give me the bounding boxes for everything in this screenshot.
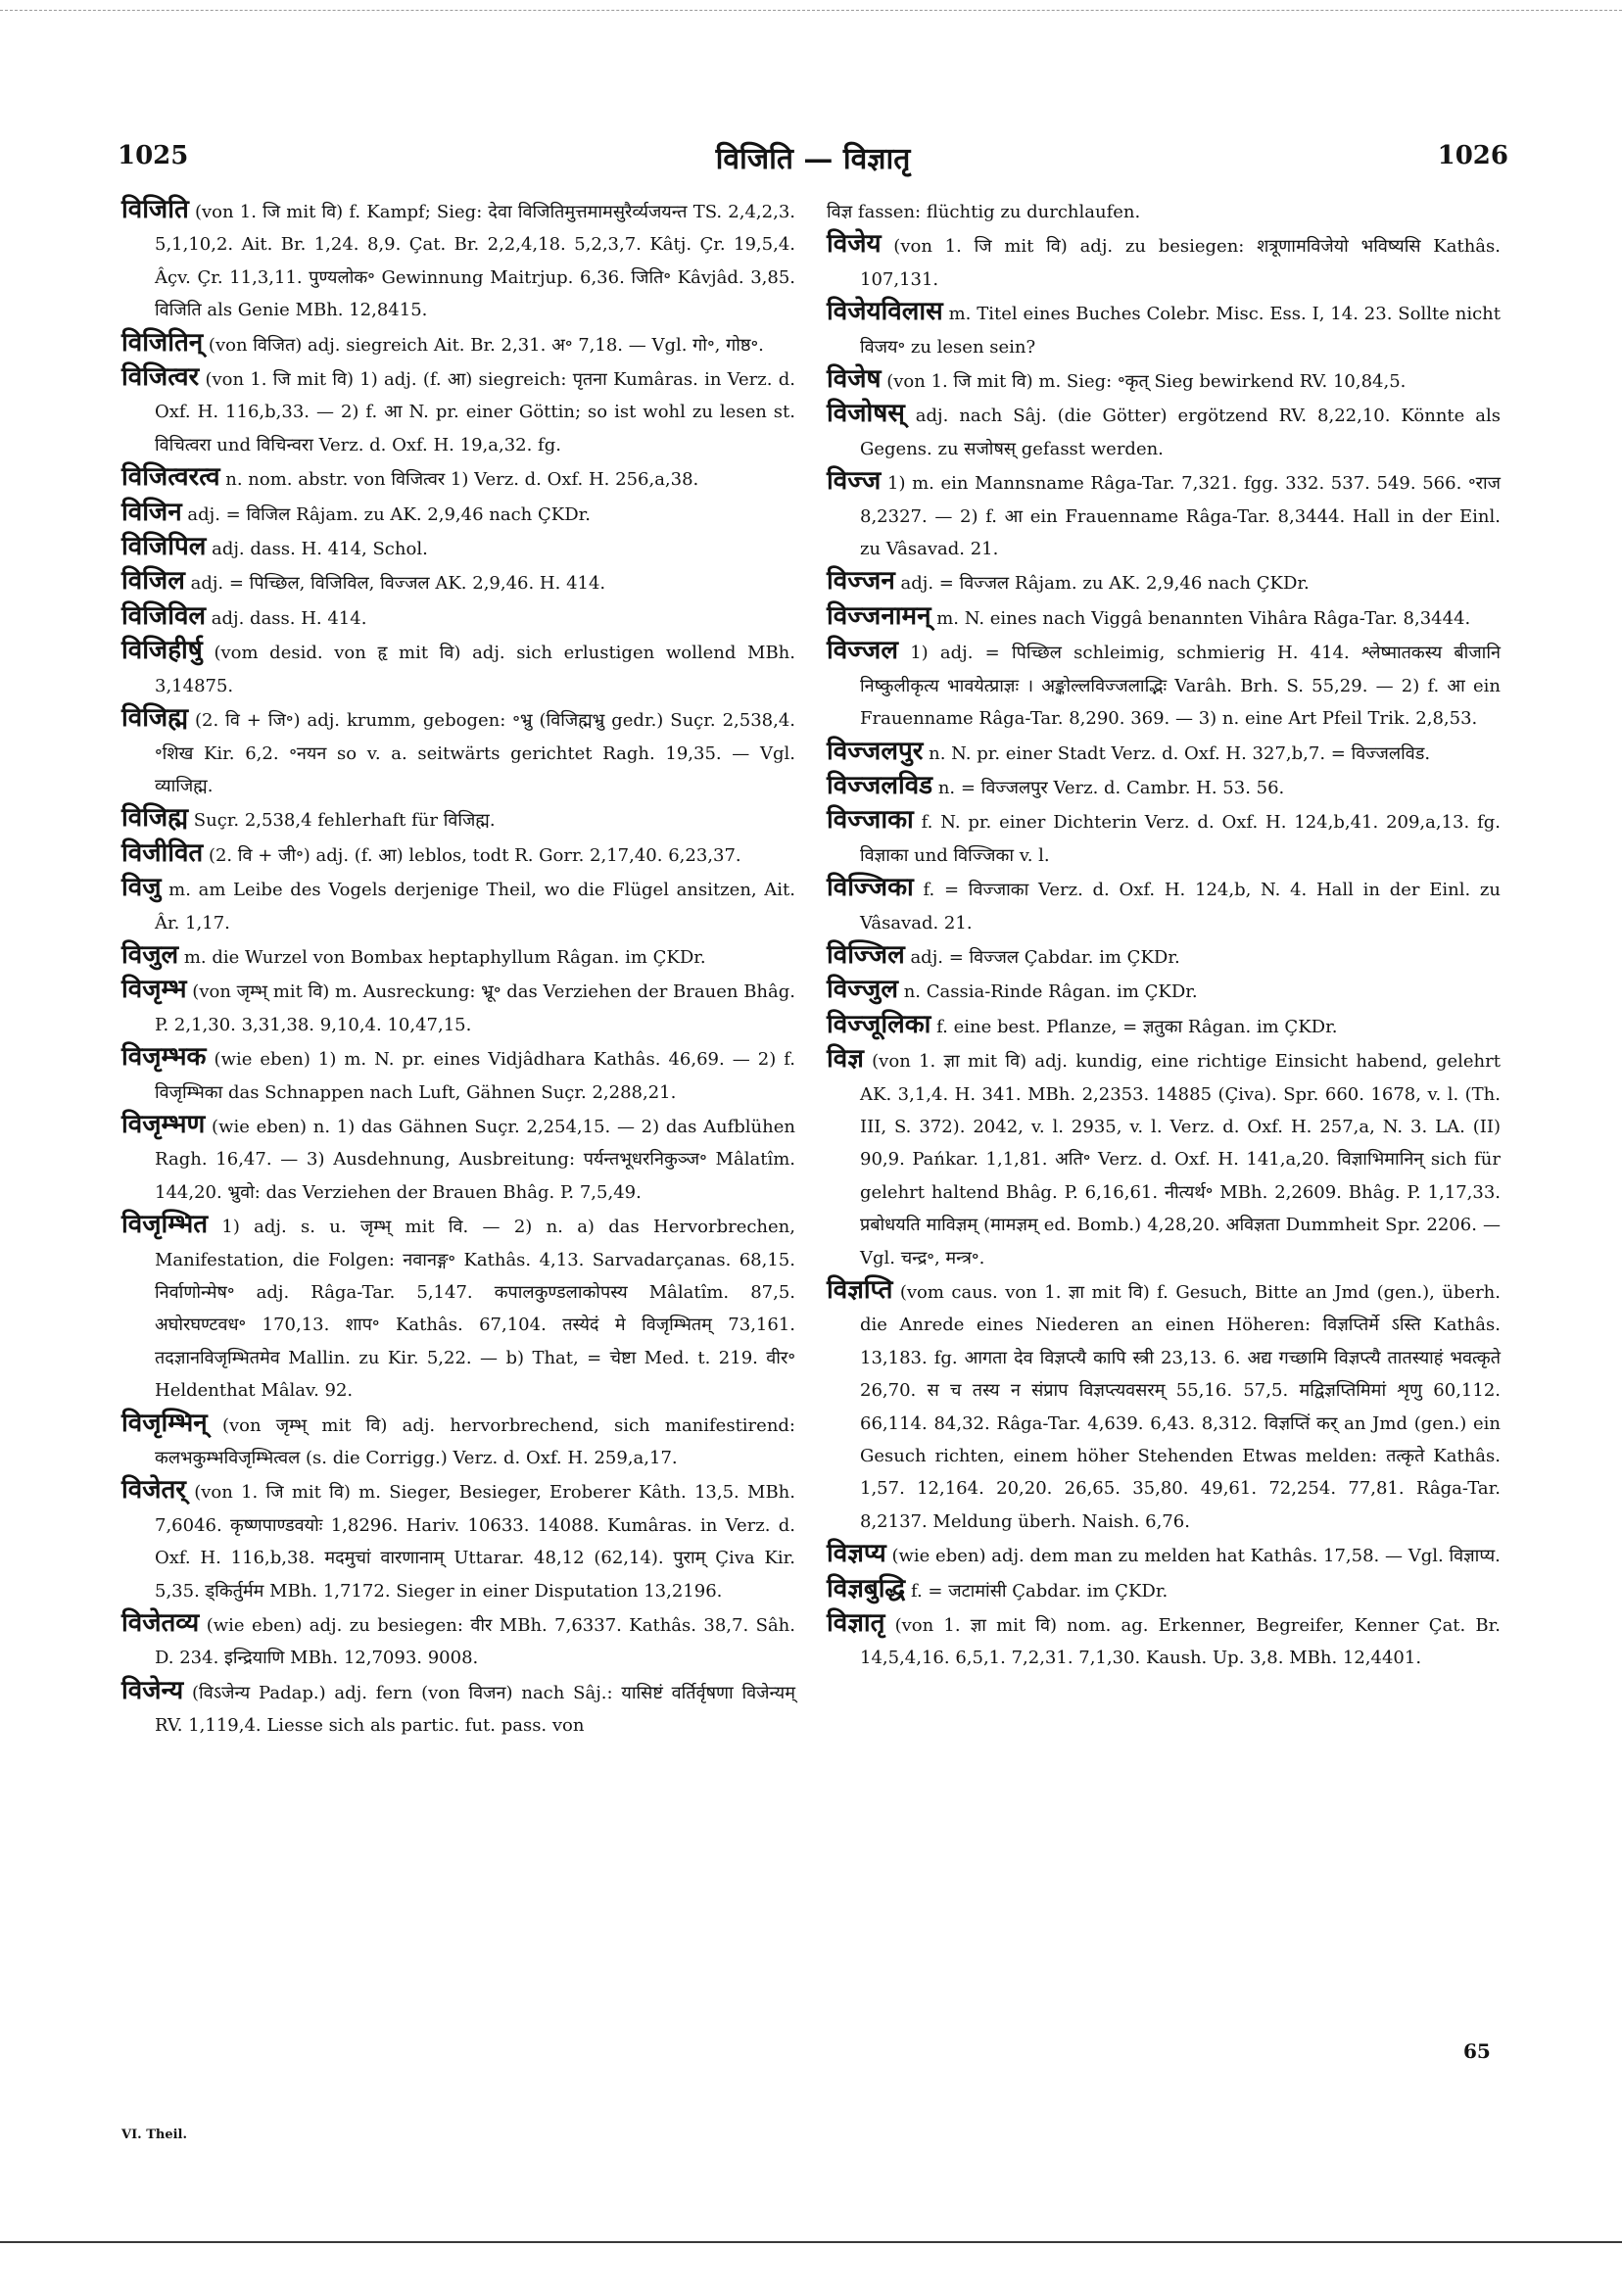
entry-headword: विज्जुल [827, 975, 898, 1005]
entry-headword: विजृम्भिन् [121, 1408, 208, 1438]
entry-headword: विज्जाका [827, 805, 914, 836]
entry-headword: विजिह्म [121, 803, 189, 834]
entry-headword: विजिति [121, 195, 189, 224]
entry-headword: विजिहीर्षु [121, 636, 203, 666]
entry-headword: विजित्वर [121, 362, 200, 393]
entry-headword: विज्ञप्ति [827, 1275, 893, 1305]
entry-headword: विज्ञातृ [827, 1608, 885, 1639]
entry-body: (vom desid. von हृ mit वि) adj. sich erlustigen wollend MBh. 3,14875. [155, 643, 795, 696]
entry-headword: विज्जलविड [827, 770, 933, 800]
entry-headword: विज्जलपुर [827, 736, 924, 766]
dictionary-entry [121, 802, 795, 837]
entry-body: f. = जटामांसी Çabdar. im ÇKDr. [905, 1580, 1169, 1602]
entry-headword: विजृम्भण [121, 1109, 206, 1139]
page-header [118, 137, 1508, 176]
dictionary-entry [827, 296, 1501, 363]
dictionary-entry [121, 635, 795, 702]
entry-headword: विज्ञबुद्धि [827, 1573, 906, 1603]
running-title: विजिति — विज्ञातृ [715, 142, 911, 176]
entry-headword: विजेष [827, 364, 882, 395]
page-number-left: 1025 [118, 141, 189, 170]
entry-body: n. = विज्जलपुर Verz. d. Cambr. H. 53. 56. [932, 777, 1285, 798]
entry-body: (von 1. ज्ञा mit वि) nom. ag. Erkenner, Begreifer, Kenner Çat. Br. 14,5,4,16. 6,5,1. 7,2,31. 7,1,30. Kaush. Up. 3,8. MBh. 12,4401. [860, 1615, 1501, 1669]
dictionary-entry [121, 1109, 795, 1209]
dictionary-entry [121, 702, 795, 802]
entry-headword: विजोषस् [827, 399, 905, 429]
entry-body: (wie eben) adj. dem man zu melden hat Kathâs. 17,58. — Vgl. विज्ञाप्य. [885, 1546, 1501, 1567]
dictionary-entry [121, 600, 795, 635]
entry-headword: विज्जिल [827, 939, 905, 970]
entry-headword: विजितिन् [121, 327, 204, 358]
entry-headword: विजिह्म [121, 703, 189, 734]
dictionary-entry-continuation [827, 194, 1501, 228]
entry-headword: विज्ञ [827, 1044, 864, 1075]
entry-headword: विजेय [827, 229, 882, 260]
dictionary-entry [121, 497, 795, 531]
entry-body: adj. = विज्जल Çabdar. im ÇKDr. [904, 946, 1180, 968]
entry-body: (2. वि + जी॰) adj. (f. आ) leblos, todt R. Gorr. 2,17,40. 6,23,37. [203, 844, 741, 866]
entry-body: (von 1. ज्ञा mit वि) adj. kundig, eine richtige Einsicht habend, gelehrt AK. 3,1,4. H. 341. MBh. 2,2353. 14885 (Çiva). Spr. 660. 1678, v. l. (Th. III, S. 372). 2042, v. l. 2935, v. l. Verz. d. Oxf. H. 257,a, N. 3. LA. (II) 90,9. Pańkar. 1,1,81. अति॰ Verz. d. Oxf. H. 141,a,20. विज्ञाभिमानिन् sich für gelehrt haltend Bhâg. P. 6,16,61. नीत्यर्थ॰ MBh. 2,2609. Bhâg. P. 1,17,33. प्रबोधयति माविज्ञम् (मामज्ञम् ed. Bomb.) 4,28,20. अविज्ञता Dummheit Spr. 2206. — Vgl. चन्द्र॰, मन्त्र॰. [860, 1051, 1501, 1268]
dictionary-entry [121, 1041, 795, 1109]
dictionary-entry [121, 974, 795, 1041]
entry-body: n. nom. abstr. von विजित्वर 1) Verz. d. Oxf. H. 256,a,38. [219, 469, 699, 491]
entry-body: f. N. pr. einer Dichterin Verz. d. Oxf. H. 124,b,41. 209,a,13. fg. विज्ञाका und विज्जिका v. l. [860, 812, 1501, 866]
entry-headword: विजीवित [121, 837, 204, 868]
entry-headword: विजृम्भक [121, 1042, 207, 1073]
entry-headword: विजेतर् [121, 1475, 186, 1506]
entry-headword: विजृम्भ [121, 975, 187, 1005]
dictionary-entry [121, 1675, 795, 1743]
entry-body: m. die Wurzel von Bombax heptaphyllum Râgan. im ÇKDr. [178, 946, 706, 968]
dictionary-entry [121, 1209, 795, 1407]
entry-body: 1) m. ein Mannsname Râga-Tar. 7,321. fgg. 332. 537. 549. 566. ॰राज 8,2327. — 2) f. आ ein Frauenname Râga-Tar. 8,3444. Hall in der Einl. zu Vâsavad. 21. [860, 473, 1501, 560]
entry-body: (von 1. जि mit वि) m. Sieger, Besieger, Eroberer Kâth. 13,5. MBh. 7,6046. कृष्णपाण्डवयोः 1,8296. Hariv. 10633. 14088. Kumâras. in Verz. d. Oxf. H. 116,b,38. मदमुचां वारणानाम् Uttarar. 48,12 (62,14). पुराम् Çiva Kir. 5,35. ड्किर्तुर्मम MBh. 1,7172. Sieger in einer Disputation 13,2196. [155, 1482, 795, 1602]
entry-body: n. Cassia-Rinde Râgan. im ÇKDr. [897, 981, 1198, 1003]
entry-body: Suçr. 2,538,4 fehlerhaft für विजिह्म. [188, 810, 496, 832]
dictionary-entry [121, 1607, 795, 1675]
entry-headword: विज्जूलिका [827, 1009, 931, 1039]
entry-body: f. = विज्जाका Verz. d. Oxf. H. 124,b, N. 4. Hall in der Einl. zu Vâsavad. 21. [860, 880, 1501, 933]
dictionary-entry [121, 327, 795, 361]
entry-headword: विजेयविलास [827, 297, 943, 327]
entry-body: (von 1. जि mit वि) m. Sieg: ॰कृत् Sieg bewirkend RV. 10,84,5. [881, 371, 1407, 393]
dictionary-entry [827, 770, 1501, 804]
page-number-right: 1026 [1437, 141, 1508, 170]
entry-body: m. N. eines nach Viggâ benannten Vihâra Râga-Tar. 8,3444. [930, 607, 1471, 629]
entry-headword: विजुल [121, 939, 179, 970]
entry-headword: विजिल [121, 566, 185, 597]
entry-headword: विजु [121, 873, 162, 903]
entry-headword: विजृम्भित [121, 1210, 209, 1240]
dictionary-entry [121, 1408, 795, 1475]
entry-body: विज्ञ fassen: flüchtig zu durchlaufen. [827, 202, 1141, 222]
dictionary-entry [827, 1009, 1501, 1043]
left-column [121, 194, 795, 1743]
dictionary-entry [827, 804, 1501, 872]
entry-headword: विजिविल [121, 600, 207, 631]
right-column [827, 194, 1501, 1675]
entry-body: (von जृम्भ् mit वि) m. Ausreckung: भ्रू॰ das Verziehen der Brauen Bhâg. P. 2,1,30. 3,31,38. 9,10,4. 10,47,15. [155, 981, 795, 1035]
entry-headword: विजिपिल [121, 532, 207, 562]
dictionary-entry [827, 1043, 1501, 1274]
entry-body: (von विजित) adj. siegreich Ait. Br. 2,31. अ॰ 7,18. — Vgl. गो॰, गोष्ठ॰. [203, 334, 764, 356]
dictionary-entry [827, 736, 1501, 770]
dictionary-entry [827, 363, 1501, 398]
volume-label: VI. Theil. [121, 2128, 188, 2142]
entry-headword: विज्जन [827, 566, 895, 597]
entry-headword: विज्जिका [827, 873, 914, 903]
dictionary-entry [827, 465, 1501, 565]
entry-body: (von 1. जि mit वि) 1) adj. (f. आ) siegreich: पृतना Kumâras. in Verz. d. Oxf. H. 116,b,33. — 2) f. आ N. pr. einer Göttin; so ist wohl zu lesen st. विचित्वरा und विचिन्वरा Verz. d. Oxf. H. 19,a,32. fg. [155, 369, 795, 455]
dictionary-entry [121, 461, 795, 496]
dictionary-entry [827, 565, 1501, 599]
entry-body: (wie eben) 1) m. N. pr. eines Vidjâdhara Kathâs. 46,69. — 2) f. विजृम्भिका das Schnappen nach Luft, Gähnen Suçr. 2,288,21. [155, 1049, 795, 1103]
entry-body: m. Titel eines Buches Colebr. Misc. Ess. I, 14. 23. Sollte nicht विजय॰ zu lesen sein? [860, 304, 1501, 358]
entry-body: adj. dass. H. 414. [206, 607, 367, 629]
dictionary-entry [121, 939, 795, 974]
dictionary-entry [121, 565, 795, 599]
entry-body: (2. वि + जि॰) adj. krumm, gebogen: ॰भ्रु (विजिह्मभ्रु gedr.) Suçr. 2,538,4. ॰शिख Kir. 6,2. ॰नयन so v. a. seitwärts gerichtet Ragh. 19,35. — Vgl. व्याजिह्म. [155, 710, 795, 796]
top-rule [0, 10, 1622, 11]
entry-body: (von जृम्भ् mit वि) adj. hervorbrechend, sich manifestirend: कलभकुम्भविजृम्भित्वल (s. die Corrigg.) Verz. d. Oxf. H. 259,a,17. [155, 1414, 795, 1469]
dictionary-entry [827, 1573, 1501, 1607]
dictionary-entry [827, 635, 1501, 735]
dictionary-entry [827, 939, 1501, 974]
dictionary-entry [827, 228, 1501, 296]
entry-body: adj. = पिच्छिल, विजिविल, विज्जल AK. 2,9,46. H. 414. [184, 573, 606, 595]
entry-headword: विजिन [121, 497, 182, 527]
entry-body: adj. = विजिल Râjam. zu AK. 2,9,46 nach ÇKDr. [181, 503, 591, 525]
dictionary-entry [827, 600, 1501, 635]
entry-headword: विज्जनामन् [827, 600, 931, 631]
dictionary-entry [121, 361, 795, 461]
entry-body: (विऽजेन्य Padap.) adj. fern (von विजन) nach Sâj.: यासिष्टं वर्तिर्वृषणा विजेन्यम् RV. 1,119,4. Liesse sich als partic. fut. pass. von [155, 1682, 795, 1737]
dictionary-entry [121, 837, 795, 872]
entry-headword: विज्ञप्य [827, 1539, 886, 1569]
entry-headword: विजित्वरत्व [121, 462, 220, 493]
entry-body: (wie eben) n. 1) das Gähnen Suçr. 2,254,15. — 2) das Aufblühen Ragh. 16,47. — 3) Ausdehnung, Ausbreitung: पर्यन्तभूधरनिकुञ्ज॰ Mâlatîm. 144,20. भ्रुवो: das Verziehen der Brauen Bhâg. P. 7,5,49. [155, 1116, 795, 1203]
entry-body: adj. nach Sâj. (die Götter) ergötzend RV. 8,22,10. Könnte als Gegens. zu सजोषस् gefasst werden. [860, 406, 1501, 459]
entry-body: adj. dass. H. 414, Schol. [206, 539, 428, 560]
entry-headword: विजेन्य [121, 1675, 184, 1705]
entry-body: (wie eben) adj. zu besiegen: वीर MBh. 7,6337. Kathâs. 38,7. Sâh. D. 234. इन्द्रियाणि MBh. 12,7093. 9008. [155, 1615, 795, 1669]
dictionary-entry [121, 194, 795, 327]
dictionary-entry [827, 1607, 1501, 1675]
dictionary-entry [827, 1274, 1501, 1538]
dictionary-entry [827, 974, 1501, 1008]
entry-body: m. am Leibe des Vogels derjenige Theil, wo die Flügel ansitzen, Ait. Âr. 1,17. [155, 880, 795, 933]
entry-headword: विज्ज [827, 466, 882, 497]
bottom-rule [0, 2241, 1622, 2243]
entry-body: 1) adj. s. u. जृम्भ् mit वि. — 2) n. a) das Hervorbrechen, Manifestation, die Folgen: नवानङ्ग॰ Kathâs. 4,13. Sarvadarçanas. 68,15. निर्वाणोन्मेष॰ adj. Râga-Tar. 5,147. कपालकुण्डलाकोपस्य Mâlatîm. 87,5. अघोरघण्टवध॰ 170,13. शाप॰ Kathâs. 67,104. तस्येदं मे विजृम्भितम् 73,161. तदज्ञानविजृम्भितमेव Mallin. zu Kir. 5,22. — b) That, = चेष्टा Med. t. 219. वीर॰ Heldenthat Mâlav. 92. [155, 1217, 795, 1402]
printer-signature: 65 [1463, 2039, 1491, 2063]
entry-body: 1) adj. = पिच्छिल schleimig, schmierig H. 414. श्लेष्मातकस्य बीजानि निष्कुलीकृत्य भावयेत्प्राज्ञः । अङ्कोल्लविज्जलाद्भिः Varâh. Brh. S. 55,29. — 2) f. आ ein Frauenname Râga-Tar. 8,290. 369. — 3) n. eine Art Pfeil Trik. 2,8,53. [860, 643, 1501, 730]
dictionary-entry [827, 398, 1501, 465]
dictionary-entry [827, 1538, 1501, 1572]
entry-body: (von 1. जि mit वि) adj. zu besiegen: शत्रूणामविजेयो भविष्यसि Kathâs. 107,131. [860, 236, 1501, 290]
entry-body: adj. = विज्जल Râjam. zu AK. 2,9,46 nach ÇKDr. [894, 573, 1310, 595]
entry-body: f. eine best. Pflanze, = ज्ञतुका Râgan. im ÇKDr. [930, 1016, 1338, 1037]
entry-headword: विजेतव्य [121, 1608, 200, 1639]
dictionary-entry [121, 872, 795, 939]
dictionary-entry [827, 872, 1501, 939]
entry-headword: विज्जल [827, 636, 898, 666]
entry-body: n. N. pr. einer Stadt Verz. d. Oxf. H. 327,b,7. = विज्जलविड. [923, 742, 1431, 764]
entry-body: (von 1. जि mit वि) f. Kampf; Sieg: देवा विजितिमुत्तमामसुरैर्व्यजयन्त TS. 2,4,2,3. 5,1,10,2. Ait. Br. 1,24. 8,9. Çat. Br. 2,2,4,18. 5,2,3,7. Kâtj. Çr. 19,5,4. Âçv. Çr. 11,3,11. पुण्यलोक॰ Gewinnung Maitrjup. 6,36. जिति॰ Kâvjâd. 3,85. विजिति als Genie MBh. 12,8415. [155, 202, 795, 321]
entry-body: (vom caus. von 1. ज्ञा mit वि) f. Gesuch, Bitte an Jmd (gen.), überh. die Anrede eines Niederen an einen Höheren: विज्ञप्तिर्मे ऽस्ति Kathâs. 13,183. fg. आगता देव विज्ञप्त्यै कापि स्त्री 23,13. 6. अद्य गच्छामि विज्ञप्त्यै तातस्याहं भवत्कृते 26,70. स च तस्य न संप्राप विज्ञप्त्यवसरम् 55,16. 57,5. मद्विज्ञप्तिमिमां शृणु 60,112. 66,114. 84,32. Râga-Tar. 4,639. 6,43. 8,312. विज्ञप्तिं कर् an Jmd (gen.) ein Gesuch richten, einem höher Stehenden Etwas melden: तत्कृते Kathâs. 1,57. 12,164. 20,20. 26,65. 35,80. 49,61. 72,254. 77,81. Râga-Tar. 8,2137. Meldung überh. Naish. 6,76. [860, 1282, 1501, 1532]
dictionary-entry [121, 531, 795, 565]
dictionary-entry [121, 1474, 795, 1607]
